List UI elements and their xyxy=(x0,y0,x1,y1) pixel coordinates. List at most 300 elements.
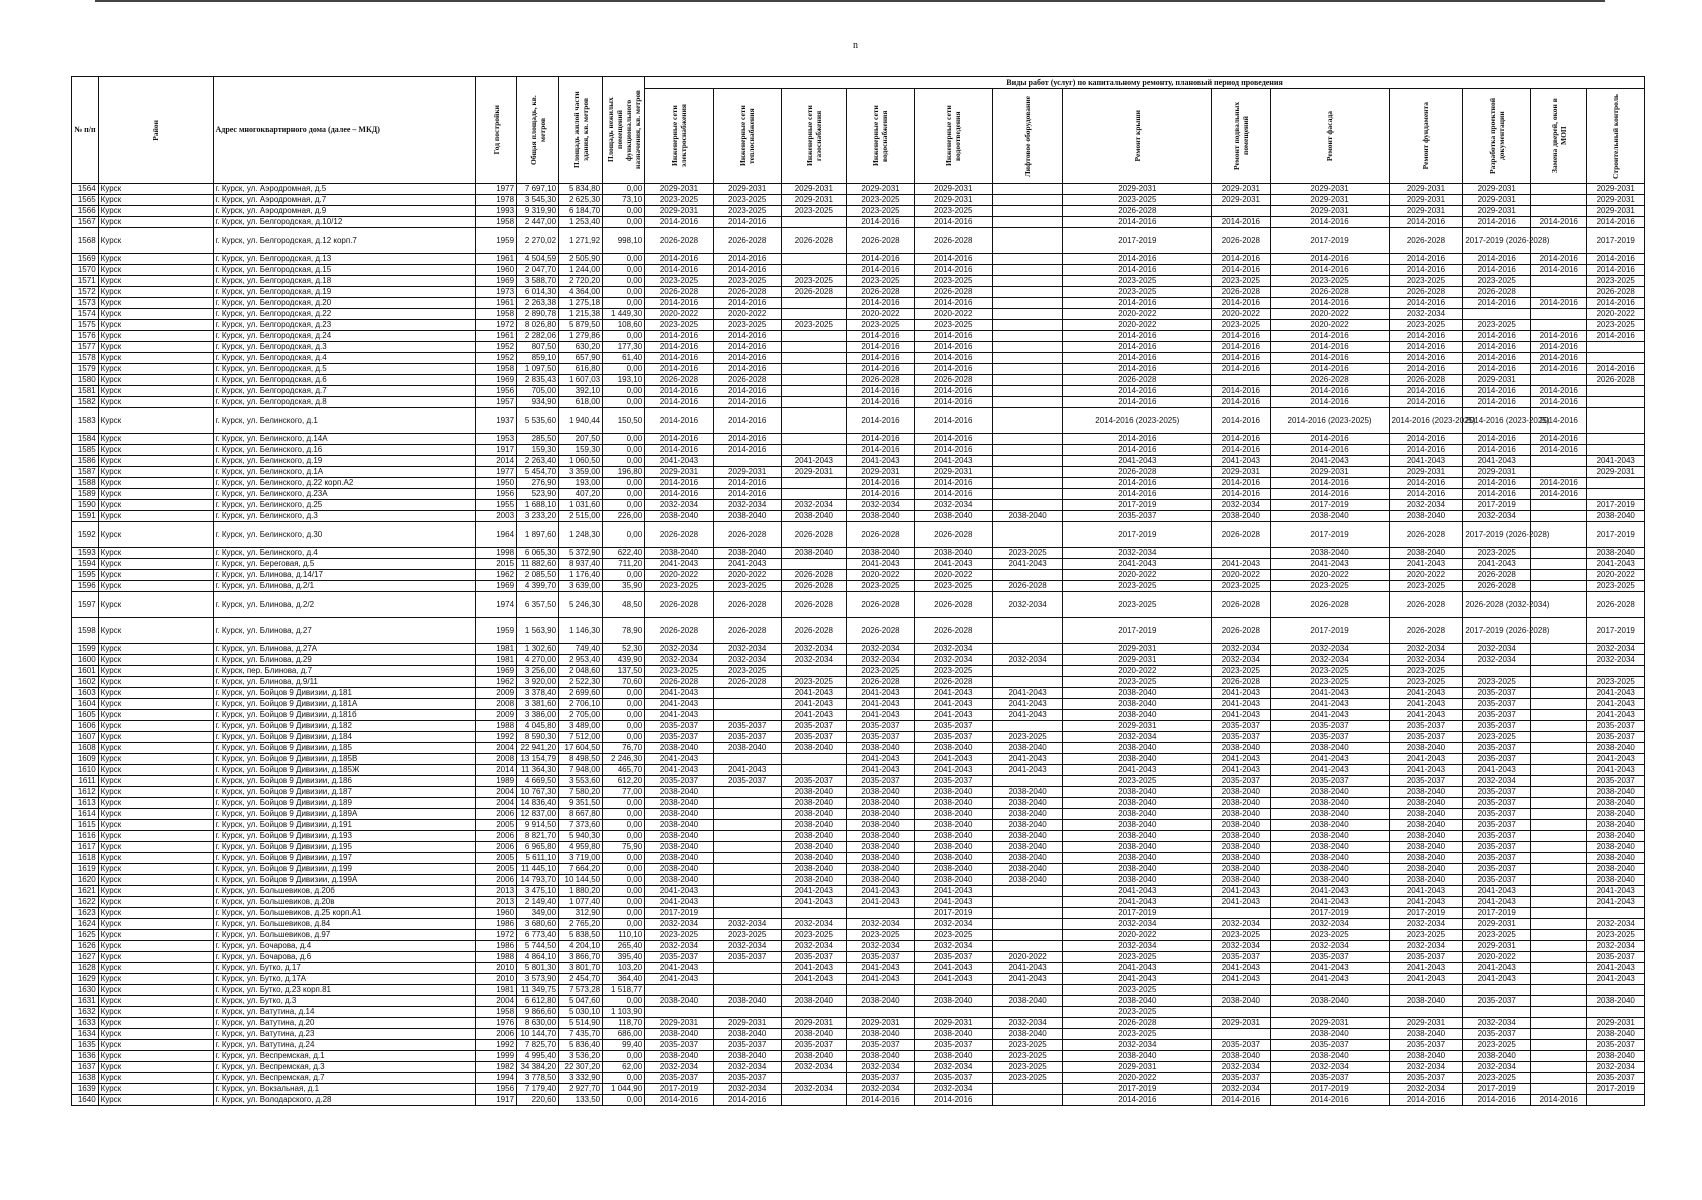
table-row xyxy=(72,776,1645,787)
cell-work-9: 2032-2034 xyxy=(1270,644,1389,655)
cell-total-area: 5 744,50 xyxy=(517,941,559,952)
cell-total-area: 3 256,00 xyxy=(517,666,559,677)
table-row xyxy=(72,864,1645,875)
cell-work-3: 2035-2037 xyxy=(781,721,847,732)
cell-nonres-area: 110,10 xyxy=(603,930,645,941)
cell-total-area: 220,60 xyxy=(517,1095,559,1106)
cell-work-2: 2026-2028 xyxy=(713,228,781,254)
cell-work-8: 2023-2025 xyxy=(1212,276,1270,287)
cell-work-3: 2023-2025 xyxy=(781,320,847,331)
col-header-living-area: Площадь жилой части здания, кв. метров xyxy=(559,77,603,184)
cell-work-1 xyxy=(645,1007,714,1018)
cell-district: Курск xyxy=(98,445,213,456)
cell-work-4: 2038-2040 xyxy=(847,798,915,809)
cell-work-10: 2014-2016 xyxy=(1389,489,1463,500)
cell-work-12 xyxy=(1531,765,1587,776)
cell-work-2: 2023-2025 xyxy=(713,930,781,941)
cell-work-9: 2038-2040 xyxy=(1270,787,1389,798)
cell-work-6 xyxy=(992,276,1063,287)
col-header-nonres-area: Площадь нежилых помещений функционального назначения, кв. метров xyxy=(603,77,645,184)
cell-work-13: 2023-2025 xyxy=(1587,276,1645,287)
cell-district: Курск xyxy=(98,1084,213,1095)
cell-work-4: 2020-2022 xyxy=(847,570,915,581)
cell-work-4: 2023-2025 xyxy=(847,666,915,677)
table-row xyxy=(72,254,1645,265)
cell-living-area: 2 515,00 xyxy=(559,511,603,522)
cell-work-9: 2038-2040 xyxy=(1270,511,1389,522)
cell-nonres-area: 0,00 xyxy=(603,254,645,265)
cell-work-13: 2023-2025 xyxy=(1587,677,1645,688)
cell-living-area: 1 253,40 xyxy=(559,217,603,228)
cell-work-8: 2035-2037 xyxy=(1212,776,1270,787)
cell-work-1: 2038-2040 xyxy=(645,842,714,853)
table-row xyxy=(72,184,1645,195)
cell-work-9: 2032-2034 xyxy=(1270,1062,1389,1073)
cell-work-11: 2026-2028 xyxy=(1463,581,1531,592)
cell-address: г. Курск, ул. Белинского, д.30 xyxy=(213,522,476,548)
cell-address: г. Курск, ул. Бойцов 9 Дивизии, д.189А xyxy=(213,809,476,820)
cell-work-13: 2017-2019 xyxy=(1587,618,1645,644)
cell-work-7: 2014-2016 xyxy=(1063,1095,1212,1106)
cell-work-8: 2020-2022 xyxy=(1212,570,1270,581)
cell-work-5: 2041-2043 xyxy=(914,559,992,570)
cell-work-4: 2041-2043 xyxy=(847,974,915,985)
cell-work-12 xyxy=(1531,897,1587,908)
cell-work-1: 2014-2016 xyxy=(645,331,714,342)
cell-work-12: 2014-2016 xyxy=(1531,217,1587,228)
cell-nonres-area: 364,40 xyxy=(603,974,645,985)
cell-work-8: 2032-2034 xyxy=(1212,655,1270,666)
cell-work-2: 2020-2022 xyxy=(713,309,781,320)
cell-work-4: 2029-2031 xyxy=(847,1018,915,1029)
cell-work-1: 2032-2034 xyxy=(645,500,714,511)
cell-work-1: 2014-2016 xyxy=(645,298,714,309)
cell-work-3 xyxy=(781,397,847,408)
cell-work-8: 2029-2031 xyxy=(1212,195,1270,206)
cell-work-9: 2029-2031 xyxy=(1270,195,1389,206)
cell-nonres-area: 711,20 xyxy=(603,559,645,570)
cell-address: г. Курск, ул. Ватутина, д.14 xyxy=(213,1007,476,1018)
cell-work-1: 2032-2034 xyxy=(645,941,714,952)
cell-total-area: 8 026,80 xyxy=(517,320,559,331)
cell-nonres-area: 137,50 xyxy=(603,666,645,677)
table-row xyxy=(72,364,1645,375)
cell-work-11: 2014-2016 xyxy=(1463,342,1531,353)
cell-work-1: 2023-2025 xyxy=(645,930,714,941)
cell-work-1: 2041-2043 xyxy=(645,974,714,985)
cell-work-11: 2014-2016 xyxy=(1463,445,1531,456)
cell-living-area: 159,30 xyxy=(559,445,603,456)
cell-work-7: 2038-2040 xyxy=(1063,875,1212,886)
cell-work-13: 2041-2043 xyxy=(1587,897,1645,908)
cell-work-12 xyxy=(1531,644,1587,655)
cell-work-6 xyxy=(992,353,1063,364)
cell-work-8: 2029-2031 xyxy=(1212,184,1270,195)
cell-work-9: 2032-2034 xyxy=(1270,919,1389,930)
cell-work-1: 2020-2022 xyxy=(645,309,714,320)
cell-work-12 xyxy=(1531,985,1587,996)
cell-work-7: 2014-2016 xyxy=(1063,489,1212,500)
cell-work-11: 2023-2025 xyxy=(1463,320,1531,331)
cell-work-9: 2038-2040 xyxy=(1270,548,1389,559)
cell-work-2: 2026-2028 xyxy=(713,522,781,548)
cell-living-area: 5 940,30 xyxy=(559,831,603,842)
cell-work-13: 2038-2040 xyxy=(1587,831,1645,842)
cell-year: 2013 xyxy=(476,897,517,908)
cell-work-2 xyxy=(713,688,781,699)
cell-work-12 xyxy=(1531,864,1587,875)
cell-district: Курск xyxy=(98,522,213,548)
cell-work-12 xyxy=(1531,206,1587,217)
cell-year: 2005 xyxy=(476,853,517,864)
cell-work-3 xyxy=(781,445,847,456)
capital-repair-table xyxy=(71,76,1645,1106)
cell-work-4: 2026-2028 xyxy=(847,287,915,298)
cell-num: 1608 xyxy=(72,743,99,754)
cell-work-9: 2038-2040 xyxy=(1270,853,1389,864)
cell-nonres-area: 193,10 xyxy=(603,375,645,386)
cell-work-5: 2014-2016 xyxy=(914,342,992,353)
cell-num: 1582 xyxy=(72,397,99,408)
cell-work-3 xyxy=(781,1073,847,1084)
cell-num: 1586 xyxy=(72,456,99,467)
cell-work-10: 2014-2016 xyxy=(1389,353,1463,364)
cell-work-8: 2038-2040 xyxy=(1212,875,1270,886)
cell-address: г. Курск, ул. Веспремская, д.7 xyxy=(213,1073,476,1084)
cell-work-9: 2038-2040 xyxy=(1270,875,1389,886)
cell-num: 1596 xyxy=(72,581,99,592)
cell-work-6: 2041-2043 xyxy=(992,963,1063,974)
cell-work-5: 2014-2016 xyxy=(914,1095,992,1106)
table-row xyxy=(72,644,1645,655)
table-row xyxy=(72,677,1645,688)
cell-work-1: 2035-2037 xyxy=(645,952,714,963)
table-row xyxy=(72,1029,1645,1040)
cell-living-area: 1 880,20 xyxy=(559,886,603,897)
cell-work-6 xyxy=(992,298,1063,309)
cell-work-9: 2017-2019 xyxy=(1270,500,1389,511)
cell-address: г. Курск, ул. Белинского, д.22 корп.А2 xyxy=(213,478,476,489)
cell-total-area: 934,90 xyxy=(517,397,559,408)
table-row xyxy=(72,743,1645,754)
cell-total-area: 2 447,00 xyxy=(517,217,559,228)
cell-work-5: 2014-2016 xyxy=(914,298,992,309)
cell-work-1: 2026-2028 xyxy=(645,228,714,254)
cell-work-6: 2041-2043 xyxy=(992,559,1063,570)
cell-work-6 xyxy=(992,1007,1063,1018)
cell-work-1: 2041-2043 xyxy=(645,456,714,467)
cell-address: г. Курск, ул. Володарского, д.28 xyxy=(213,1095,476,1106)
table-row xyxy=(72,353,1645,364)
cell-work-12 xyxy=(1531,320,1587,331)
cell-work-9: 2023-2025 xyxy=(1270,930,1389,941)
cell-district: Курск xyxy=(98,375,213,386)
cell-work-11: 2041-2043 xyxy=(1463,897,1531,908)
cell-work-7: 2023-2025 xyxy=(1063,776,1212,787)
col-header-work-3: Инженерные сети газоснабжения xyxy=(781,89,847,184)
cell-year: 1957 xyxy=(476,397,517,408)
cell-work-5: 2032-2034 xyxy=(914,1084,992,1095)
cell-work-2: 2029-2031 xyxy=(713,1018,781,1029)
cell-work-10: 2032-2034 xyxy=(1389,1084,1463,1095)
cell-year: 1953 xyxy=(476,434,517,445)
cell-work-13: 2020-2022 xyxy=(1587,309,1645,320)
cell-work-5: 2032-2034 xyxy=(914,919,992,930)
cell-nonres-area: 103,20 xyxy=(603,963,645,974)
col-header-work-2: Инженерные сети теплоснабжения xyxy=(713,89,781,184)
table-row xyxy=(72,963,1645,974)
cell-nonres-area: 0,00 xyxy=(603,397,645,408)
cell-address: г. Курск, ул. Бойцов 9 Дивизии, д.181А xyxy=(213,699,476,710)
cell-living-area: 2 705,00 xyxy=(559,710,603,721)
cell-work-7: 2014-2016 xyxy=(1063,386,1212,397)
cell-district: Курск xyxy=(98,276,213,287)
cell-address: г. Курск, ул. Белгородская, д.8 xyxy=(213,397,476,408)
cell-work-7: 2020-2022 xyxy=(1063,320,1212,331)
cell-work-6 xyxy=(992,666,1063,677)
cell-district: Курск xyxy=(98,331,213,342)
cell-work-2: 2041-2043 xyxy=(713,765,781,776)
cell-work-6 xyxy=(992,445,1063,456)
table-row xyxy=(72,809,1645,820)
cell-work-2: 2023-2025 xyxy=(713,666,781,677)
cell-work-4: 2032-2034 xyxy=(847,655,915,666)
cell-work-1: 2041-2043 xyxy=(645,559,714,570)
cell-living-area: 3 553,60 xyxy=(559,776,603,787)
cell-work-9: 2014-2016 xyxy=(1270,434,1389,445)
cell-work-1: 2038-2040 xyxy=(645,875,714,886)
cell-work-5: 2014-2016 xyxy=(914,489,992,500)
cell-work-13: 2026-2028 xyxy=(1587,592,1645,618)
cell-total-area: 1 897,60 xyxy=(517,522,559,548)
cell-work-10: 2038-2040 xyxy=(1389,996,1463,1007)
cell-work-8: 2029-2031 xyxy=(1212,467,1270,478)
cell-work-6: 2038-2040 xyxy=(992,820,1063,831)
cell-address: г. Курск, ул. Белгородская, д.20 xyxy=(213,298,476,309)
cell-work-5: 2035-2037 xyxy=(914,776,992,787)
cell-district: Курск xyxy=(98,511,213,522)
cell-work-8: 2014-2016 xyxy=(1212,434,1270,445)
cell-work-2: 2014-2016 xyxy=(713,386,781,397)
cell-work-9: 2014-2016 xyxy=(1270,353,1389,364)
cell-nonres-area: 0,00 xyxy=(603,206,645,217)
cell-year: 1961 xyxy=(476,298,517,309)
cell-living-area: 7 948,00 xyxy=(559,765,603,776)
cell-work-2: 2023-2025 xyxy=(713,276,781,287)
cell-living-area: 1 176,40 xyxy=(559,570,603,581)
cell-work-8: 2038-2040 xyxy=(1212,511,1270,522)
cell-work-10: 2014-2016 xyxy=(1389,217,1463,228)
cell-year: 1961 xyxy=(476,331,517,342)
cell-work-12 xyxy=(1531,941,1587,952)
cell-work-2: 2032-2034 xyxy=(713,919,781,930)
cell-work-13 xyxy=(1587,1007,1645,1018)
cell-nonres-area: 998,10 xyxy=(603,228,645,254)
cell-num: 1589 xyxy=(72,489,99,500)
cell-work-3: 2038-2040 xyxy=(781,820,847,831)
cell-work-5: 2041-2043 xyxy=(914,688,992,699)
cell-year: 1994 xyxy=(476,1073,517,1084)
cell-total-area: 3 475,10 xyxy=(517,886,559,897)
cell-address: г. Курск, ул. Бойцов 9 Дивизии, д.186 xyxy=(213,776,476,787)
cell-work-13: 2041-2043 xyxy=(1587,456,1645,467)
cell-work-12 xyxy=(1531,1040,1587,1051)
cell-address: г. Курск, ул. Бутко, д.17А xyxy=(213,974,476,985)
cell-address: г. Курск, ул. Белгородская, д.19 xyxy=(213,287,476,298)
cell-num: 1638 xyxy=(72,1073,99,1084)
cell-nonres-area: 1 103,90 xyxy=(603,1007,645,1018)
cell-work-13: 2041-2043 xyxy=(1587,699,1645,710)
cell-work-10: 2023-2025 xyxy=(1389,581,1463,592)
cell-num: 1595 xyxy=(72,570,99,581)
cell-work-6 xyxy=(992,265,1063,276)
cell-work-7: 2023-2025 xyxy=(1063,581,1212,592)
cell-work-2: 2032-2034 xyxy=(713,1084,781,1095)
cell-work-7: 2041-2043 xyxy=(1063,559,1212,570)
cell-work-6: 2038-2040 xyxy=(992,511,1063,522)
cell-work-10: 2035-2037 xyxy=(1389,1073,1463,1084)
table-row xyxy=(72,570,1645,581)
cell-address: г. Курск, ул. Белгородская, д.15 xyxy=(213,265,476,276)
cell-work-3 xyxy=(781,1095,847,1106)
cell-work-8: 2041-2043 xyxy=(1212,710,1270,721)
cell-address: г. Курск, ул. Белинского, д.25 xyxy=(213,500,476,511)
cell-work-2: 2014-2016 xyxy=(713,342,781,353)
cell-work-6: 2020-2022 xyxy=(992,952,1063,963)
cell-work-3 xyxy=(781,478,847,489)
cell-nonres-area: 0,00 xyxy=(603,184,645,195)
cell-work-9: 2014-2016 xyxy=(1270,1095,1389,1106)
cell-work-13: 2041-2043 xyxy=(1587,765,1645,776)
cell-work-13: 2038-2040 xyxy=(1587,548,1645,559)
cell-living-area: 5 030,10 xyxy=(559,1007,603,1018)
cell-work-8: 2032-2034 xyxy=(1212,941,1270,952)
cell-work-9: 2023-2025 xyxy=(1270,581,1389,592)
cell-work-5: 2026-2028 xyxy=(914,375,992,386)
cell-work-9: 2020-2022 xyxy=(1270,320,1389,331)
cell-work-3: 2026-2028 xyxy=(781,522,847,548)
cell-work-12: 2014-2016 xyxy=(1531,364,1587,375)
cell-work-7: 2029-2031 xyxy=(1063,655,1212,666)
cell-living-area: 1 215,38 xyxy=(559,309,603,320)
cell-living-area: 3 489,00 xyxy=(559,721,603,732)
cell-num: 1612 xyxy=(72,787,99,798)
cell-work-1: 2017-2019 xyxy=(645,908,714,919)
cell-work-2 xyxy=(713,754,781,765)
cell-address: г. Курск, ул. Белинского, д.14А xyxy=(213,434,476,445)
cell-work-4: 2041-2043 xyxy=(847,897,915,908)
cell-total-area: 8 821,70 xyxy=(517,831,559,842)
cell-work-5: 2038-2040 xyxy=(914,864,992,875)
cell-work-7: 2014-2016 xyxy=(1063,217,1212,228)
cell-work-8: 2014-2016 xyxy=(1212,265,1270,276)
cell-work-7: 2038-2040 xyxy=(1063,842,1212,853)
cell-work-7: 2035-2037 xyxy=(1063,511,1212,522)
cell-num: 1605 xyxy=(72,710,99,721)
cell-work-7: 2014-2016 xyxy=(1063,364,1212,375)
cell-work-10: 2041-2043 xyxy=(1389,754,1463,765)
cell-total-area: 3 573,90 xyxy=(517,974,559,985)
cell-year: 2006 xyxy=(476,831,517,842)
cell-work-13: 2029-2031 xyxy=(1587,195,1645,206)
table-row xyxy=(72,941,1645,952)
cell-work-12 xyxy=(1531,732,1587,743)
cell-total-area: 6 773,40 xyxy=(517,930,559,941)
cell-work-8: 2035-2037 xyxy=(1212,952,1270,963)
cell-work-11 xyxy=(1463,666,1531,677)
cell-work-1: 2020-2022 xyxy=(645,570,714,581)
cell-work-13: 2014-2016 xyxy=(1587,298,1645,309)
cell-work-12 xyxy=(1531,677,1587,688)
cell-work-6: 2038-2040 xyxy=(992,996,1063,1007)
cell-work-8: 2020-2022 xyxy=(1212,309,1270,320)
table-row xyxy=(72,548,1645,559)
table-row xyxy=(72,500,1645,511)
cell-living-area: 630,20 xyxy=(559,342,603,353)
cell-work-3 xyxy=(781,559,847,570)
cell-living-area: 10 144,50 xyxy=(559,875,603,886)
cell-living-area: 2 699,60 xyxy=(559,688,603,699)
cell-work-6 xyxy=(992,941,1063,952)
cell-total-area: 1 688,10 xyxy=(517,500,559,511)
cell-total-area: 807,50 xyxy=(517,342,559,353)
cell-work-2: 2023-2025 xyxy=(713,206,781,217)
col-header-work-7: Ремонт крыши xyxy=(1063,89,1212,184)
cell-work-11: 2032-2034 xyxy=(1463,1018,1531,1029)
cell-work-12 xyxy=(1531,1007,1587,1018)
cell-work-8: 2023-2025 xyxy=(1212,666,1270,677)
cell-nonres-area: 0,00 xyxy=(603,809,645,820)
cell-living-area: 3 536,20 xyxy=(559,1051,603,1062)
cell-district: Курск xyxy=(98,500,213,511)
cell-work-11: 2041-2043 xyxy=(1463,886,1531,897)
cell-work-4: 2041-2043 xyxy=(847,754,915,765)
cell-work-4: 2014-2016 xyxy=(847,397,915,408)
cell-total-area: 2 263,38 xyxy=(517,298,559,309)
cell-num: 1576 xyxy=(72,331,99,342)
cell-nonres-area: 0,00 xyxy=(603,919,645,930)
cell-total-area: 6 357,50 xyxy=(517,592,559,618)
cell-living-area: 5 836,40 xyxy=(559,1040,603,1051)
table-row xyxy=(72,342,1645,353)
cell-work-9: 2038-2040 xyxy=(1270,820,1389,831)
cell-work-2: 2032-2034 xyxy=(713,644,781,655)
cell-work-7: 2029-2031 xyxy=(1063,644,1212,655)
cell-num: 1620 xyxy=(72,875,99,886)
cell-work-13 xyxy=(1587,342,1645,353)
cell-work-10: 2032-2034 xyxy=(1389,655,1463,666)
cell-work-2: 2014-2016 xyxy=(713,265,781,276)
cell-work-7: 2038-2040 xyxy=(1063,996,1212,1007)
cell-year: 1988 xyxy=(476,721,517,732)
cell-year: 1972 xyxy=(476,320,517,331)
cell-address: г. Курск, ул. Большевиков, д.97 xyxy=(213,930,476,941)
cell-district: Курск xyxy=(98,875,213,886)
cell-work-11: 2023-2025 xyxy=(1463,548,1531,559)
cell-work-2: 2014-2016 xyxy=(713,298,781,309)
cell-work-3: 2041-2043 xyxy=(781,699,847,710)
cell-address: г. Курск, ул. Блинова, д.9/11 xyxy=(213,677,476,688)
cell-work-10: 2035-2037 xyxy=(1389,952,1463,963)
cell-work-10: 2029-2031 xyxy=(1389,206,1463,217)
col-header-total-area: Общая площадь, кв. метров xyxy=(517,77,559,184)
cell-work-12 xyxy=(1531,1018,1587,1029)
table-row xyxy=(72,331,1645,342)
table-row xyxy=(72,1062,1645,1073)
cell-total-area: 5 611,10 xyxy=(517,853,559,864)
cell-address: г. Курск, ул. Бойцов 9 Дивизии, д.195 xyxy=(213,842,476,853)
cell-work-12 xyxy=(1531,930,1587,941)
